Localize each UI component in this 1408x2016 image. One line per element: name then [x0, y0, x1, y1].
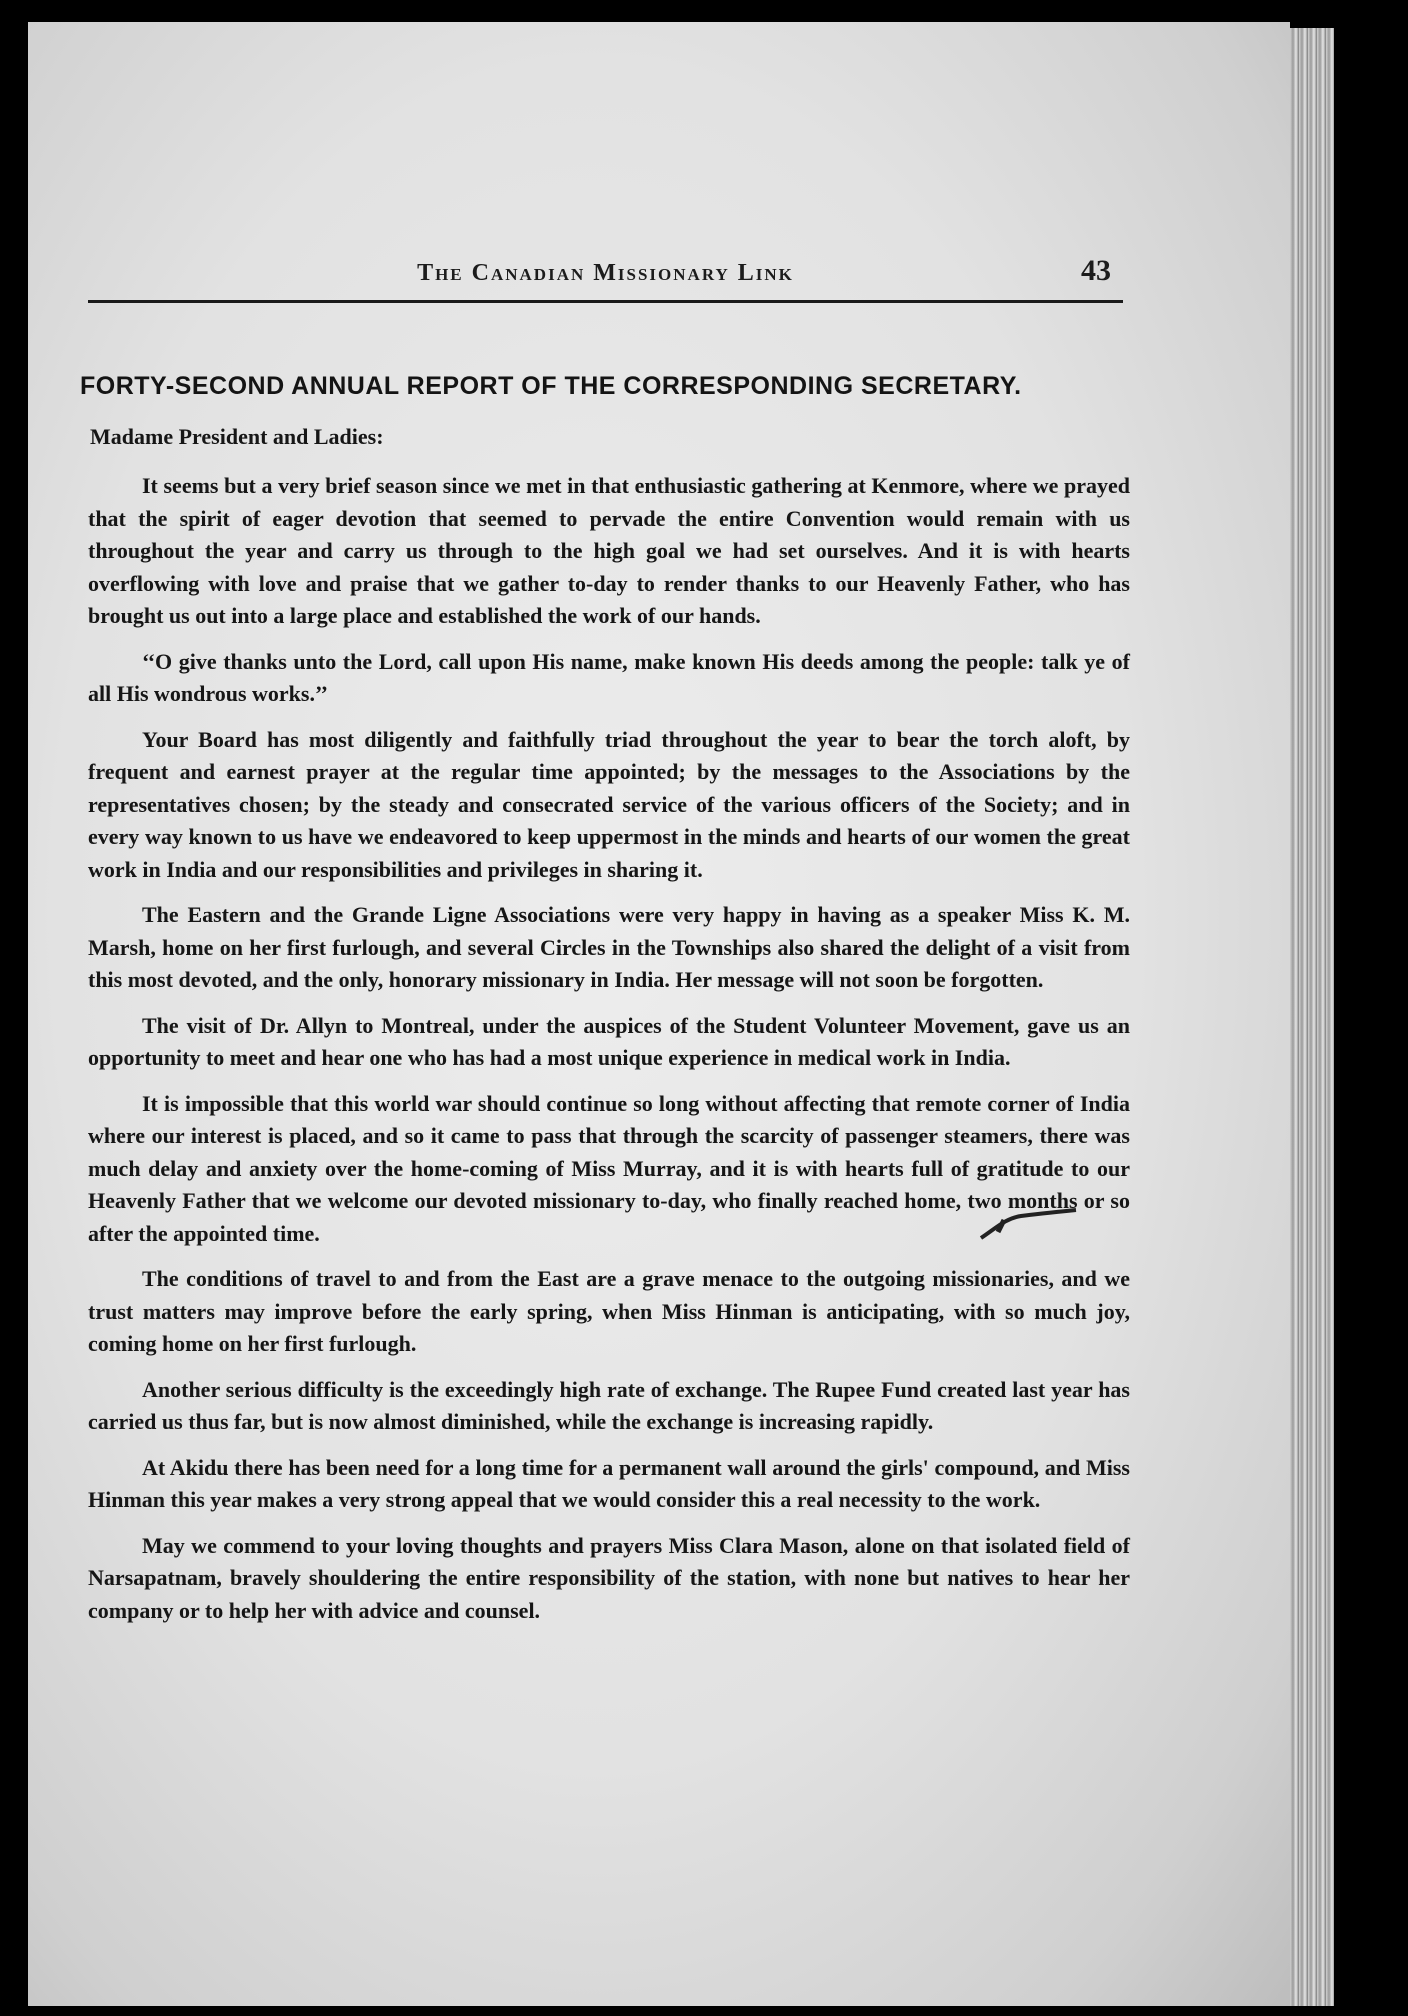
paragraph: It seems but a very brief season since we met in that enthusiastic gathering at Kenmore, where we prayed that the spirit of eager devotion that seemed to pervade the entire Convention would remain with us throughout the year and carry us through to the high goal we had set ourselves. And it is with hearts overflowing with love and praise that we gather to-day to render thanks to our Heavenly Father, who has brought us out into a large place and established the work of our hands. — [88, 473, 1130, 628]
page-number: 43 — [1081, 254, 1111, 287]
report-body — [88, 470, 1130, 1640]
paragraph: It is impossible that this world war should continue so long without affecting that remote corner of India where our interest is placed, and so it came to pass that through the scarcity of passenger steamers, there was much delay and anxiety over the home-coming of Miss Murray, and it is with hearts full of gratitude to our Heavenly Father that we welcome our devoted missionary to-day, who finally reached home, two months or so after the appointed time. — [88, 1090, 1130, 1246]
paragraph: Your Board has most diligently and faithfully triad throughout the year to bear the torch aloft, by frequent and earnest prayer at the regular time appointed; by the messages to the Associations by the representatives chosen; by the steady and consecrated service of the various officers of the Society; and in every way known to us have we endeavored to keep uppermost in the minds and hearts of our women the great work in India and our responsibilities and privileges in sharing it. — [88, 726, 1130, 882]
scripture-quote: ‘‘O give thanks unto the Lord, call upon His name, make known His deeds among the people: talk ye of all His wondrous works.’’ — [88, 648, 1130, 706]
paragraph: The conditions of travel to and from the East are a grave menace to the outgoing missionaries, and we trust matters may improve before the early spring, when Miss Hinman is anticipating, with so much joy, coming home on her first furlough. — [88, 1266, 1130, 1356]
ink-mark — [976, 1198, 1086, 1248]
report-title: FORTY-SECOND ANNUAL REPORT OF THE CORRESPONDING SECRETARY. — [80, 372, 1022, 400]
salutation: Madame President and Ladies: — [90, 424, 384, 449]
page-edge-strip — [1290, 28, 1334, 2006]
running-header — [88, 250, 1123, 303]
scanned-page — [28, 22, 1290, 2006]
paragraph: At Akidu there has been need for a long time for a permanent wall around the girls' compound, and Miss Hinman this year makes a very strong appeal that we would consider this a real necessity to the work. — [88, 1454, 1130, 1512]
paragraph: Another serious difficulty is the exceedingly high rate of exchange. The Rupee Fund created last year has carried us thus far, but is now almost diminished, while the exchange is increasing rapidly. — [88, 1376, 1130, 1434]
journal-title: The Canadian Missionary Link — [417, 260, 794, 286]
paragraph: The visit of Dr. Allyn to Montreal, under the auspices of the Student Volunteer Movement, gave us an opportunity to meet and hear one who has had a most unique experience in medical work in India. — [88, 1012, 1130, 1070]
paragraph: May we commend to your loving thoughts and prayers Miss Clara Mason, alone on that isolated field of Narsapatnam, bravely shouldering the entire responsibility of the station, with none but natives to hear her company or to help her with advice and counsel. — [88, 1532, 1130, 1623]
paragraph: The Eastern and the Grande Ligne Associations were very happy in having as a speaker Miss K. M. Marsh, home on her first furlough, and several Circles in the Townships also shared the delight of a visit from this most devoted, and the only, honorary missionary in India. Her message will not soon be forgotten. — [88, 902, 1130, 992]
